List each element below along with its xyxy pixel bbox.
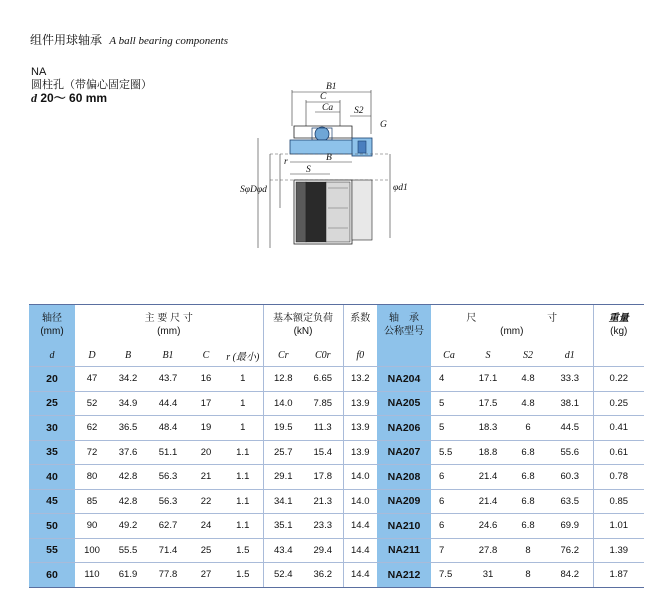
- cell-D: 47: [75, 367, 109, 392]
- cell-weight: 1.01: [593, 514, 644, 539]
- sub-weight-blank: [593, 345, 644, 367]
- col-dims-header: [431, 305, 593, 346]
- cell-C0r: 7.85: [303, 391, 343, 416]
- cell-S2: 6: [509, 416, 547, 441]
- cell-Cr: 19.5: [263, 416, 303, 441]
- cell-S: 17.1: [467, 367, 509, 392]
- cell-S2: 4.8: [509, 367, 547, 392]
- cell-f0: 13.9: [343, 416, 377, 441]
- page-header: [30, 31, 228, 48]
- cell-r: 1: [223, 391, 263, 416]
- cell-d: 55: [29, 538, 75, 563]
- cell-d1: 33.3: [547, 367, 593, 392]
- label-s: S: [306, 165, 311, 175]
- cell-Cr: 43.4: [263, 538, 303, 563]
- cell-C: 19: [189, 416, 223, 441]
- cell-S2: 6.8: [509, 514, 547, 539]
- cell-B: 55.5: [109, 538, 147, 563]
- cell-d: 40: [29, 465, 75, 490]
- cell-weight: 0.22: [593, 367, 644, 392]
- sub-Cr: Cr: [263, 345, 303, 367]
- label-c: C: [320, 92, 327, 102]
- cell-r: 1: [223, 416, 263, 441]
- label-s2: S2: [354, 106, 364, 116]
- label-ca: Ca: [322, 103, 334, 113]
- sub-Ca: Ca: [443, 350, 455, 361]
- cell-Ca: 6: [431, 465, 467, 490]
- cell-Ca: 7: [431, 538, 467, 563]
- label-d1: φd1: [393, 183, 408, 193]
- cell-weight: 0.25: [593, 391, 644, 416]
- dims-unit: (mm): [500, 326, 524, 337]
- shaft-dia-label: 轴径: [42, 313, 62, 324]
- sub-D: D: [88, 350, 96, 361]
- cell-C0r: 6.65: [303, 367, 343, 392]
- cell-Cr: 52.4: [263, 563, 303, 588]
- table-row: [29, 489, 644, 514]
- cell-r: 1.1: [223, 440, 263, 465]
- title-en: A ball bearing components: [109, 35, 229, 47]
- cell-C: 21: [189, 465, 223, 490]
- cell-r: 1.1: [223, 514, 263, 539]
- cell-weight: 1.87: [593, 563, 644, 588]
- cell-S: 21.4: [467, 465, 509, 490]
- cell-C: 25: [189, 538, 223, 563]
- cell-B: 61.9: [109, 563, 147, 588]
- cell-weight: 0.78: [593, 465, 644, 490]
- title-cn: 组件用球轴承: [30, 33, 103, 47]
- cell-S: 18.3: [467, 416, 509, 441]
- cell-D: 85: [75, 489, 109, 514]
- series-code: NA: [31, 66, 47, 78]
- cell-D: 100: [75, 538, 109, 563]
- cell-C: 27: [189, 563, 223, 588]
- spec-table-body: [29, 367, 644, 588]
- bearing-no-label-b: 公称型号: [384, 326, 425, 337]
- cell-f0: 13.2: [343, 367, 377, 392]
- series-size: [31, 92, 152, 105]
- cell-Cr: 34.1: [263, 489, 303, 514]
- cell-d1: 76.2: [547, 538, 593, 563]
- cell-d1: 44.5: [547, 416, 593, 441]
- sub-B: B: [124, 350, 132, 361]
- label-b1: B1: [326, 82, 337, 92]
- cell-weight: 0.61: [593, 440, 644, 465]
- table-row: [29, 440, 644, 465]
- spec-table: [29, 304, 644, 588]
- cell-B1: 71.4: [147, 538, 189, 563]
- cell-D: 72: [75, 440, 109, 465]
- cell-B1: 56.3: [147, 465, 189, 490]
- cell-d: 35: [29, 440, 75, 465]
- cell-d: 50: [29, 514, 75, 539]
- cell-f0: 13.9: [343, 391, 377, 416]
- cell-d: 30: [29, 416, 75, 441]
- cell-D: 62: [75, 416, 109, 441]
- cell-D: 52: [75, 391, 109, 416]
- shaft-dia-unit: (mm): [40, 326, 64, 337]
- cell-Cr: 14.0: [263, 391, 303, 416]
- dims-label-b: 寸: [547, 313, 558, 324]
- sub-S: S: [485, 350, 491, 361]
- cell-f0: 14.4: [343, 514, 377, 539]
- size-symbol: d: [31, 91, 37, 105]
- cell-C0r: 36.2: [303, 563, 343, 588]
- cell-Ca: 5: [431, 416, 467, 441]
- table-row: [29, 391, 644, 416]
- cell-S2: 6.8: [509, 440, 547, 465]
- sub-r: r (最小): [226, 352, 260, 363]
- main-dims-label: 主 要 尺 寸: [144, 313, 193, 324]
- cell-B1: 56.3: [147, 489, 189, 514]
- cell-C: 17: [189, 391, 223, 416]
- cell-bearing-no: NA206: [377, 416, 431, 441]
- cell-d1: 60.3: [547, 465, 593, 490]
- table-row: [29, 563, 644, 588]
- sub-blank: [377, 345, 431, 367]
- cell-d: 60: [29, 563, 75, 588]
- cell-bearing-no: NA208: [377, 465, 431, 490]
- cell-B: 49.2: [109, 514, 147, 539]
- dims-label-a: 尺: [466, 313, 477, 324]
- label-outer-diameters: SφDφd: [240, 185, 267, 195]
- weight-unit: (kg): [610, 326, 628, 337]
- cell-D: 90: [75, 514, 109, 539]
- cell-f0: 14.0: [343, 465, 377, 490]
- sub-S2: S2: [523, 350, 534, 361]
- cell-Cr: 35.1: [263, 514, 303, 539]
- cell-B1: 48.4: [147, 416, 189, 441]
- cell-C: 20: [189, 440, 223, 465]
- subheader-row: [29, 345, 644, 367]
- table-row: [29, 514, 644, 539]
- cell-Ca: 4: [431, 367, 467, 392]
- cell-C0r: 17.8: [303, 465, 343, 490]
- cell-S: 17.5: [467, 391, 509, 416]
- sub-d1: d1: [564, 350, 575, 361]
- col-main-dims-header: [75, 305, 263, 346]
- col-shaft-dia-header: [29, 305, 75, 346]
- cell-B1: 43.7: [147, 367, 189, 392]
- cell-C: 22: [189, 489, 223, 514]
- cell-d: 25: [29, 391, 75, 416]
- cell-C0r: 29.4: [303, 538, 343, 563]
- cell-bearing-no: NA212: [377, 563, 431, 588]
- sub-B1: B1: [162, 350, 174, 361]
- cell-D: 80: [75, 465, 109, 490]
- cell-r: 1.1: [223, 489, 263, 514]
- cell-B: 37.6: [109, 440, 147, 465]
- cell-S: 21.4: [467, 489, 509, 514]
- bearing-no-label-a: 轴 承: [389, 313, 420, 324]
- main-dims-unit: (mm): [157, 326, 181, 337]
- label-b: B: [326, 153, 332, 163]
- cell-Cr: 12.8: [263, 367, 303, 392]
- label-r: r: [284, 157, 288, 167]
- cell-d1: 84.2: [547, 563, 593, 588]
- cell-d: 20: [29, 367, 75, 392]
- cell-B1: 44.4: [147, 391, 189, 416]
- cell-S2: 8: [509, 563, 547, 588]
- cell-bearing-no: NA209: [377, 489, 431, 514]
- cell-d1: 55.6: [547, 440, 593, 465]
- cell-C0r: 15.4: [303, 440, 343, 465]
- cell-r: 1.5: [223, 563, 263, 588]
- cell-B: 34.9: [109, 391, 147, 416]
- cell-d1: 69.9: [547, 514, 593, 539]
- cell-D: 110: [75, 563, 109, 588]
- cell-bearing-no: NA210: [377, 514, 431, 539]
- cell-d: 45: [29, 489, 75, 514]
- cell-C0r: 11.3: [303, 416, 343, 441]
- load-rating-label: 基本额定负荷: [273, 313, 334, 324]
- cell-f0: 14.4: [343, 563, 377, 588]
- cell-r: 1: [223, 367, 263, 392]
- cell-Cr: 25.7: [263, 440, 303, 465]
- cell-B: 36.5: [109, 416, 147, 441]
- table-row: [29, 367, 644, 392]
- cell-B: 42.8: [109, 489, 147, 514]
- load-rating-unit: (kN): [293, 326, 313, 337]
- bearing-cross-section-diagram: [240, 78, 440, 258]
- cell-weight: 0.41: [593, 416, 644, 441]
- series-desc: 圆柱孔（带偏心固定圈）: [31, 79, 152, 91]
- cell-bearing-no: NA207: [377, 440, 431, 465]
- cell-B: 34.2: [109, 367, 147, 392]
- label-g: G: [380, 120, 387, 130]
- size-range: 20～ 60 mm: [40, 91, 108, 105]
- cell-d1: 63.5: [547, 489, 593, 514]
- cell-f0: 13.9: [343, 440, 377, 465]
- weight-label: 重量: [608, 313, 629, 324]
- cell-S2: 8: [509, 538, 547, 563]
- cell-S: 27.8: [467, 538, 509, 563]
- cell-S2: 6.8: [509, 465, 547, 490]
- table-row: [29, 465, 644, 490]
- sub-C0r: C0r: [314, 350, 331, 361]
- cell-f0: 14.0: [343, 489, 377, 514]
- cell-Cr: 29.1: [263, 465, 303, 490]
- cell-bearing-no: NA211: [377, 538, 431, 563]
- col-weight-header: [593, 305, 644, 346]
- col-factor-header: [343, 305, 377, 346]
- factor-label: 系数: [350, 313, 371, 324]
- cell-f0: 14.4: [343, 538, 377, 563]
- cell-Ca: 6: [431, 514, 467, 539]
- table-row: [29, 416, 644, 441]
- cell-d1: 38.1: [547, 391, 593, 416]
- cell-S: 31: [467, 563, 509, 588]
- cell-B: 42.8: [109, 465, 147, 490]
- sub-C: C: [202, 350, 210, 361]
- cell-B1: 62.7: [147, 514, 189, 539]
- cell-C: 24: [189, 514, 223, 539]
- cell-C: 16: [189, 367, 223, 392]
- cell-Ca: 5.5: [431, 440, 467, 465]
- sub-d: d: [29, 345, 75, 367]
- cell-C0r: 21.3: [303, 489, 343, 514]
- series-block: [31, 66, 152, 105]
- cell-Ca: 7.5: [431, 563, 467, 588]
- table-row: [29, 538, 644, 563]
- cell-r: 1.1: [223, 465, 263, 490]
- cell-bearing-no: NA204: [377, 367, 431, 392]
- col-load-rating-header: [263, 305, 343, 346]
- cell-Ca: 5: [431, 391, 467, 416]
- cell-B1: 51.1: [147, 440, 189, 465]
- cell-S2: 4.8: [509, 391, 547, 416]
- cell-B1: 77.8: [147, 563, 189, 588]
- cell-weight: 0.85: [593, 489, 644, 514]
- cell-S: 18.8: [467, 440, 509, 465]
- cell-weight: 1.39: [593, 538, 644, 563]
- sub-f0: f0: [343, 345, 377, 367]
- cell-S2: 6.8: [509, 489, 547, 514]
- cell-S: 24.6: [467, 514, 509, 539]
- cell-r: 1.5: [223, 538, 263, 563]
- cell-bearing-no: NA205: [377, 391, 431, 416]
- cell-Ca: 6: [431, 489, 467, 514]
- cell-C0r: 23.3: [303, 514, 343, 539]
- col-bearing-no-header: [377, 305, 431, 346]
